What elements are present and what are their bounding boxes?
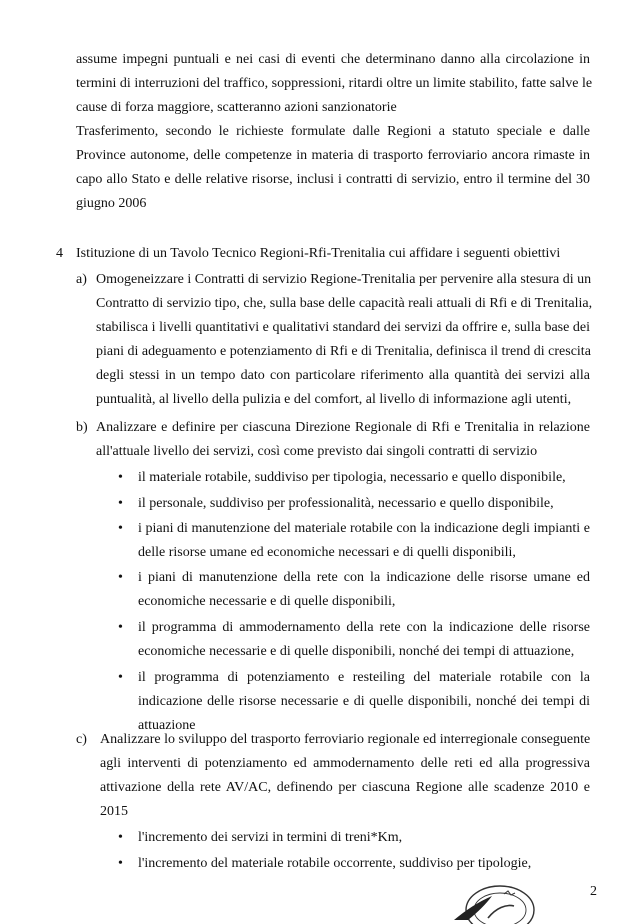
list-item — [138, 852, 590, 876]
text-line: giugno 2006 — [76, 196, 147, 211]
list-item — [138, 826, 590, 850]
text-line: economiche necessarie e di quelle disponibili, — [138, 594, 396, 609]
text-line: Province autonome, delle competenze in materia di trasporto ferroviario ancora rimaste in — [76, 148, 590, 163]
text-line: attuazione — [138, 718, 196, 733]
item-a-text — [96, 268, 593, 412]
bullet-icon: • — [118, 521, 123, 536]
text-line: 2015 — [100, 804, 128, 819]
bullet-icon: • — [118, 856, 123, 871]
list-item — [138, 517, 590, 565]
bullet-icon: • — [118, 496, 123, 511]
bullet-icon: • — [118, 670, 123, 685]
text-line: all'attuale livello dei servizi, così come previsto dai singoli contratti di servizio — [96, 444, 538, 459]
text-line: economiche necessarie e di quelle disponibili, nonché dei tempi di attuazione, — [138, 644, 575, 659]
text-line: degli stessi in un tempo dato con particolare riferimento alla quantità dei servizi alla — [96, 368, 590, 383]
text-line: indicazione delle risorse necessarie e di quelle disponibili, nonché dei tempi di — [138, 694, 590, 709]
list-item — [138, 566, 590, 614]
item-b-text — [96, 416, 590, 464]
text-line: delle risorse umane ed economiche necessari e di quelli disponibili, — [138, 545, 516, 560]
top-paragraph — [76, 48, 593, 120]
bullet-icon: • — [118, 830, 123, 845]
official-stamp-icon — [448, 880, 544, 924]
text-line: Istituzione di un Tavolo Tecnico Regioni-Rfi-Trenitalia cui affidare i seguenti obiettivi — [76, 246, 561, 261]
section-heading — [76, 242, 590, 266]
text-line: Trasferimento, secondo le richieste formulate dalle Regioni a statuto speciale e dalle — [76, 124, 590, 139]
text-line: Analizzare e definire per ciascuna Direzione Regionale di Rfi e Trenitalia in relazione — [96, 420, 590, 435]
list-item — [138, 616, 590, 664]
section-number: 4 — [56, 246, 63, 261]
text-line: agli interventi di potenziamento ed ammodernamento delle reti ed alla progressiva — [100, 756, 590, 771]
item-c-marker: c) — [76, 732, 87, 747]
text-line: attivazione della rete AV/AC, definendo per ciascuna Regione alle scadenze 2010 e — [100, 780, 590, 795]
text-line: stabilisca i livelli quantitativi e qualitativi standard dei servizi da offrire e, sulla base dei — [96, 320, 590, 335]
item-c-text — [100, 728, 590, 824]
text-line: capo allo Stato e delle relative risorse, inclusi i contratti di servizio, entro il termine del 30 — [76, 172, 590, 187]
bullet-icon: • — [118, 570, 123, 585]
text-line: puntualità, al livello della pulizia e del comfort, al livello di informazione agli utenti, — [96, 392, 572, 407]
text-line: Contratto di servizio tipo, che, sulla base delle capacità reali attuali di Rfi e di Trenitalia, — [96, 296, 593, 311]
text-line: l'incremento del materiale rotabile occorrente, suddiviso per tipologie, — [138, 856, 532, 871]
text-line: il programma di potenziamento e resteiling del materiale rotabile con la — [138, 670, 590, 685]
transfer-paragraph — [76, 120, 590, 216]
bullet-icon: • — [118, 620, 123, 635]
item-b-marker: b) — [76, 420, 88, 435]
text-line: Analizzare lo sviluppo del trasporto ferroviario regionale ed interregionale conseguente — [100, 732, 591, 747]
text-line: il personale, suddiviso per professionalità, necessario e quello disponibile, — [138, 496, 554, 511]
text-line: i piani di manutenzione della rete con la indicazione delle risorse umane ed — [138, 570, 590, 585]
text-line: Omogeneizzare i Contratti di servizio Regione-Trenitalia per pervenire alla stesura di un — [96, 272, 592, 287]
list-item — [138, 466, 590, 490]
text-line: cause di forza maggiore, scatteranno azioni sanzionatorie — [76, 100, 397, 115]
text-line: i piani di manutenzione del materiale rotabile con la indicazione degli impianti e — [138, 521, 590, 536]
page-number: 2 — [590, 884, 597, 899]
item-a-marker: a) — [76, 272, 87, 287]
list-item — [138, 492, 590, 516]
text-line: assume impegni puntuali e nei casi di eventi che determinano danno alla circolazione in — [76, 52, 590, 67]
text-line: l'incremento dei servizi in termini di treni*Km, — [138, 830, 403, 845]
text-line: piani di adeguamento e potenziamento di Rfi e di Trenitalia, definisca il trend di crescita — [96, 344, 591, 359]
text-line: termini di interruzioni del traffico, soppressioni, ritardi oltre un limite stabilito, fatte salve le — [76, 76, 593, 91]
bullet-icon: • — [118, 470, 123, 485]
text-line: il programma di ammodernamento della rete con la indicazione delle risorse — [138, 620, 590, 635]
text-line: il materiale rotabile, suddiviso per tipologia, necessario e quello disponibile, — [138, 470, 566, 485]
